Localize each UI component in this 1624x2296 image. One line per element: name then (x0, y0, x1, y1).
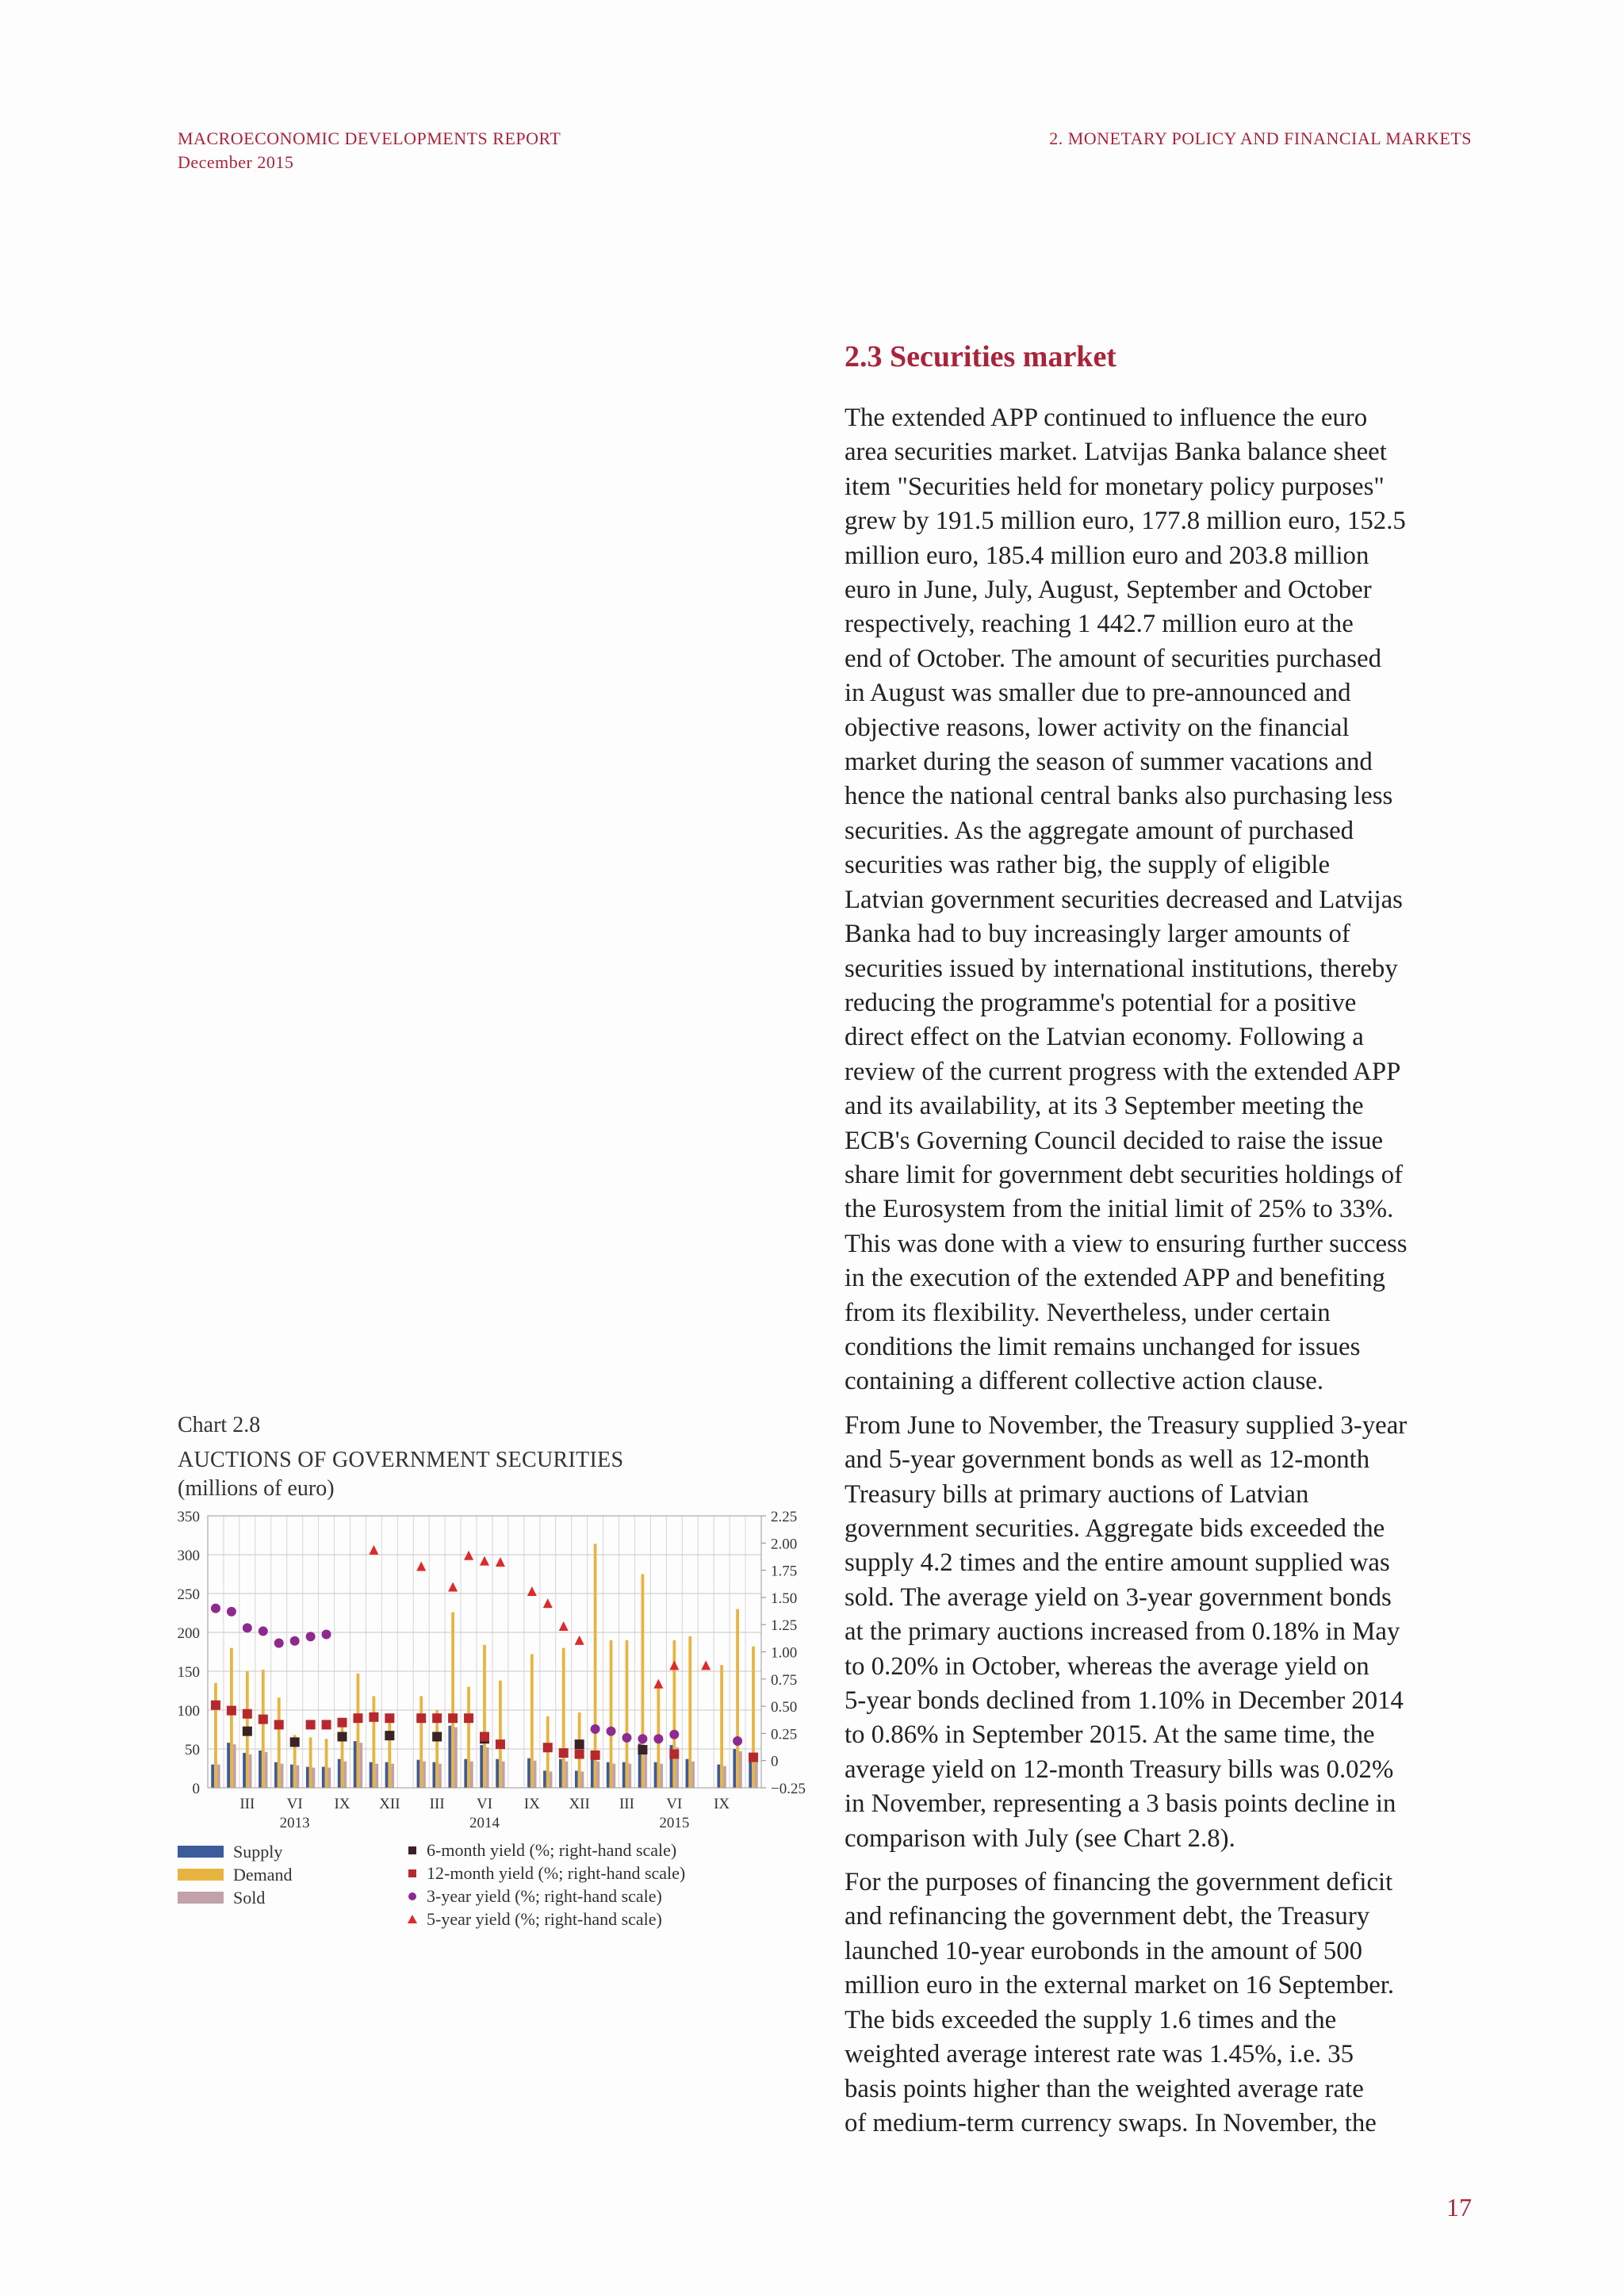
x-tick-label: VI (666, 1796, 683, 1812)
bar-supply (622, 1762, 626, 1788)
yield-marker-circle (653, 1734, 663, 1743)
chart-number: Chart 2.8 (178, 1413, 261, 1437)
bar-demand (562, 1648, 565, 1788)
legend-marker-12month (408, 1869, 416, 1877)
bar-sold (233, 1744, 236, 1788)
yield-marker-circle (274, 1639, 284, 1648)
y-tick-label: 350 (177, 1509, 200, 1525)
bar-sold (423, 1762, 426, 1788)
bar-supply (259, 1751, 262, 1788)
bar-sold (660, 1764, 663, 1788)
y-tick-label: 300 (177, 1548, 200, 1564)
legend-label-supply: Supply (233, 1842, 283, 1862)
chart-legend (178, 1840, 685, 1929)
yield-marker-square (448, 1713, 458, 1723)
yield-marker-triangle (575, 1636, 584, 1645)
bar-sold (470, 1762, 473, 1788)
legend-marker-6month (408, 1846, 416, 1854)
yield-marker-square (369, 1712, 378, 1722)
yield-marker-circle (322, 1630, 331, 1640)
paragraph: For the purposes of financing the government deficit and refinancing the government debt, the Treasury launched 10-year eurobonds in the amount of 500 million euro in the external market on 16 September. The bids exceeded the supply 1.6 times and the weighted average interest rate was 1.45%, i.e. 35 basis points higher than the weighted average rate of medium-term currency swaps. In November, the (845, 1868, 1395, 2137)
yield-marker-square (480, 1732, 489, 1742)
yield-marker-circle (306, 1632, 316, 1641)
chart-axes (178, 1509, 806, 1831)
yield-marker-square (575, 1749, 584, 1758)
bar-supply (322, 1767, 325, 1788)
y-tick-label: 150 (177, 1664, 200, 1681)
bar-sold (550, 1771, 553, 1788)
y-tick-label: 50 (185, 1742, 200, 1758)
bar-sold (755, 1762, 758, 1788)
x-year-label: 2015 (659, 1815, 690, 1831)
yield-marker-square (385, 1731, 394, 1740)
bar-sold (327, 1768, 331, 1788)
bar-supply (607, 1762, 610, 1788)
yield-marker-circle (669, 1730, 679, 1739)
bar-sold (359, 1743, 362, 1788)
bar-demand (483, 1645, 486, 1788)
bar-supply (448, 1726, 451, 1788)
y-tick-label: 200 (177, 1625, 200, 1642)
bar-supply (496, 1759, 499, 1788)
yield-marker-square (543, 1743, 553, 1752)
x-tick-label: III (239, 1796, 255, 1812)
bar-supply (543, 1770, 546, 1788)
y2-tick-label: 1.00 (771, 1644, 798, 1662)
yield-marker-triangle (653, 1679, 663, 1689)
yield-marker-triangle (496, 1557, 505, 1567)
bar-sold (454, 1728, 458, 1788)
y-tick-label: 0 (192, 1781, 200, 1797)
bar-supply (227, 1743, 230, 1788)
yield-marker-square (638, 1745, 647, 1755)
body-text (845, 401, 1479, 2150)
x-tick-label: VI (286, 1796, 303, 1812)
y-tick-label: 250 (177, 1586, 200, 1603)
bar-demand (309, 1737, 312, 1788)
bar-demand (530, 1654, 534, 1788)
yield-marker-circle (259, 1626, 268, 1636)
legend-label-demand: Demand (233, 1865, 293, 1885)
y2-tick-label: −0.25 (771, 1781, 806, 1797)
bar-supply (733, 1749, 736, 1788)
yield-marker-square (243, 1727, 252, 1736)
paragraph: The extended APP continued to influence the euro area securities market. Latvijas Banka balance sheet item "Securities held for monetary policy purposes" grew by 191.5 million euro, 177.8 million euro, 152.5 million euro, 185.4 million euro and 203.8 million euro in June, July, August, September and October respectively, reaching 1 442.7 million euro at the end of October. The amount of securities purchased in August was smaller due to pre-announced and objective reasons, lower activity on the financial market during the season of summer vacations and hence the national central banks also purchasing less securities. As the aggregate amount of purchased securities was rather big, the supply of eligible Latvian government securities decreased and Latvijas Banka had to buy increasingly larger amounts of securities issued by international institutions, thereby reducing the programme's potential for a positive direct effect on the Latvian economy. Following a review of the current progress with the extended APP and its availability, at its 3 September meeting the ECB's Governing Council decided to raise the issue share limit for government debt securities holdings of the Eurosystem from the initial limit of 25% to 33%. This was done with a view to ensuring further success in the execution of the extended APP and benefiting from its flexibility. Nevertheless, under certain conditions the limit remains unchanged for issues containing a different collective action clause. (845, 404, 1408, 1396)
yield-marker-square (416, 1713, 426, 1723)
bar-sold (612, 1764, 615, 1788)
bar-sold (691, 1762, 695, 1788)
yield-marker-circle (227, 1607, 236, 1617)
yield-marker-square (749, 1753, 758, 1762)
bar-supply (417, 1760, 420, 1788)
x-tick-label: III (619, 1796, 634, 1812)
bar-supply (654, 1762, 657, 1788)
bar-sold (343, 1762, 347, 1788)
bar-demand (451, 1613, 454, 1788)
chart-title: AUCTIONS OF GOVERNMENT SECURITIES (178, 1448, 624, 1472)
bar-supply (749, 1761, 752, 1788)
bar-demand (388, 1720, 391, 1788)
bar-demand (214, 1683, 217, 1788)
bar-supply (591, 1759, 594, 1788)
auctions-chart (0, 0, 825, 1966)
bar-sold (249, 1755, 252, 1788)
bar-demand (720, 1665, 723, 1788)
bar-supply (354, 1741, 357, 1788)
bar-supply (306, 1767, 309, 1788)
bar-supply (717, 1765, 720, 1788)
yield-marker-square (432, 1732, 442, 1742)
yield-marker-triangle (543, 1598, 553, 1608)
bar-demand (467, 1687, 470, 1788)
yield-marker-circle (290, 1636, 300, 1646)
page-number: 17 (1446, 2193, 1472, 2221)
legend-label-3year: 3-year yield (%; right-hand scale) (427, 1886, 662, 1906)
bar-demand (230, 1648, 233, 1788)
yield-marker-triangle (416, 1561, 426, 1571)
bar-sold (565, 1762, 569, 1788)
yield-marker-circle (733, 1736, 742, 1746)
bar-demand (642, 1575, 645, 1789)
legend-swatch-supply (178, 1846, 224, 1858)
bar-supply (370, 1762, 373, 1788)
bar-sold (312, 1768, 316, 1788)
report-date: December 2015 (178, 152, 294, 172)
bar-supply (290, 1765, 293, 1788)
yield-marker-triangle (369, 1545, 378, 1555)
bar-supply (432, 1762, 435, 1788)
bar-supply (464, 1759, 467, 1788)
y2-tick-label: 0.25 (771, 1726, 798, 1743)
bar-demand (752, 1647, 755, 1788)
bar-sold (581, 1771, 584, 1788)
y2-tick-label: 1.50 (771, 1590, 798, 1607)
bar-demand (610, 1640, 613, 1788)
yield-marker-square (274, 1720, 284, 1729)
x-tick-label: IX (523, 1796, 540, 1812)
yield-marker-triangle (480, 1556, 489, 1566)
bar-sold (739, 1751, 742, 1788)
yield-marker-triangle (669, 1660, 679, 1670)
x-tick-label: XII (569, 1796, 590, 1812)
bar-demand (278, 1697, 281, 1788)
bar-demand (262, 1670, 265, 1788)
yield-marker-circle (638, 1734, 647, 1743)
x-tick-label: XII (379, 1796, 400, 1812)
chart-units: (millions of euro) (178, 1476, 335, 1501)
bar-demand (373, 1696, 376, 1788)
yield-marker-square (243, 1709, 252, 1719)
yield-marker-circle (607, 1727, 616, 1736)
bar-supply (385, 1762, 389, 1788)
bar-sold (502, 1762, 505, 1788)
yield-marker-square (338, 1718, 347, 1728)
legend-label-sold: Sold (233, 1888, 266, 1908)
yield-marker-square (306, 1720, 316, 1729)
yield-marker-square (322, 1720, 331, 1729)
y2-tick-label: 2.25 (771, 1509, 798, 1525)
y2-tick-label: 1.25 (771, 1617, 798, 1635)
bar-sold (534, 1761, 537, 1788)
yield-marker-square (464, 1713, 473, 1723)
yield-marker-square (385, 1713, 394, 1723)
paragraph: From June to November, the Treasury supplied 3-year and 5-year government bonds as well as 12-month Treasury bills at primary auctions of Latvian government securities. Aggregate bids exceeded the supply 4.2 times and the entire amount supplied was sold. The average yield on 3-year government bonds at the primary auctions increased from 0.18% in May to 0.20% in October, whereas the average yield on 5-year bonds declined from 1.10% in December 2014 to 0.86% in September 2015. At the same time, the average yield on 12-month Treasury bills was 0.02% in November, representing a 3 basis points decline in comparison with July (see Chart 2.8). (845, 1410, 1408, 1853)
section-title: 2.3 Securities market (845, 340, 1116, 373)
yield-marker-square (496, 1739, 505, 1749)
bar-demand (341, 1722, 344, 1788)
legend-marker-5year (408, 1915, 417, 1923)
y-tick-label: 100 (177, 1703, 200, 1720)
legend-swatch-demand (178, 1869, 224, 1881)
bar-sold (723, 1766, 726, 1788)
bar-supply (559, 1759, 562, 1788)
bar-sold (217, 1765, 220, 1788)
x-tick-label: IX (714, 1796, 730, 1812)
yield-marker-circle (591, 1724, 600, 1734)
yield-marker-square (669, 1749, 679, 1758)
bar-sold (628, 1764, 631, 1788)
yield-marker-triangle (701, 1660, 710, 1670)
x-tick-label: IX (334, 1796, 350, 1812)
y2-tick-label: 0 (771, 1753, 779, 1770)
bar-supply (480, 1745, 483, 1788)
legend-label-12month: 12-month yield (%; right-hand scale) (427, 1863, 686, 1883)
chapter-title: 2. MONETARY POLICY AND FINANCIAL MARKETS (1049, 128, 1472, 148)
bar-demand (499, 1681, 502, 1788)
yield-marker-square (227, 1706, 236, 1716)
report-title: MACROECONOMIC DEVELOPMENTS REPORT (178, 128, 561, 148)
bar-supply (338, 1759, 341, 1788)
legend-label-6month: 6-month yield (%; right-hand scale) (427, 1840, 677, 1860)
bar-sold (439, 1764, 442, 1788)
yield-marker-square (211, 1701, 220, 1710)
yield-marker-circle (211, 1604, 220, 1613)
bar-demand (736, 1609, 739, 1788)
bar-sold (281, 1764, 284, 1788)
x-year-label: 2014 (469, 1815, 500, 1831)
legend-swatch-sold (178, 1892, 224, 1904)
yield-marker-triangle (559, 1621, 569, 1631)
y2-tick-label: 0.75 (771, 1671, 798, 1689)
yield-marker-square (559, 1748, 569, 1758)
y2-tick-label: 0.50 (771, 1699, 798, 1716)
legend-marker-3year (408, 1892, 416, 1900)
bar-sold (486, 1747, 489, 1788)
yield-marker-triangle (527, 1586, 537, 1596)
x-tick-label: VI (476, 1796, 493, 1812)
y2-tick-label: 2.00 (771, 1536, 798, 1553)
legend-label-5year: 5-year yield (%; right-hand scale) (427, 1909, 662, 1929)
yield-marker-square (290, 1737, 300, 1747)
bar-sold (375, 1764, 378, 1788)
bar-demand (419, 1696, 423, 1788)
bar-supply (527, 1758, 530, 1788)
yield-marker-square (338, 1732, 347, 1742)
bar-demand (688, 1636, 691, 1788)
y2-tick-label: 1.75 (771, 1563, 798, 1580)
x-tick-label: III (429, 1796, 445, 1812)
yield-marker-circle (622, 1733, 631, 1743)
bar-supply (243, 1753, 246, 1788)
bar-sold (297, 1766, 300, 1788)
bar-supply (575, 1770, 578, 1788)
yield-marker-square (591, 1751, 600, 1760)
bar-demand (626, 1640, 629, 1788)
yield-marker-square (575, 1739, 584, 1749)
yield-marker-circle (243, 1623, 252, 1632)
bar-supply (274, 1762, 278, 1788)
yield-marker-square (432, 1713, 442, 1723)
bar-demand (357, 1674, 360, 1788)
yield-marker-triangle (448, 1582, 458, 1592)
bar-supply (211, 1765, 214, 1788)
yield-marker-square (353, 1713, 362, 1723)
bar-supply (686, 1759, 689, 1788)
bar-sold (265, 1752, 268, 1788)
bar-sold (596, 1762, 599, 1788)
bar-demand (325, 1739, 328, 1788)
x-year-label: 2013 (279, 1815, 310, 1831)
bar-sold (391, 1764, 394, 1788)
yield-marker-triangle (464, 1551, 473, 1560)
yield-marker-square (259, 1715, 268, 1724)
